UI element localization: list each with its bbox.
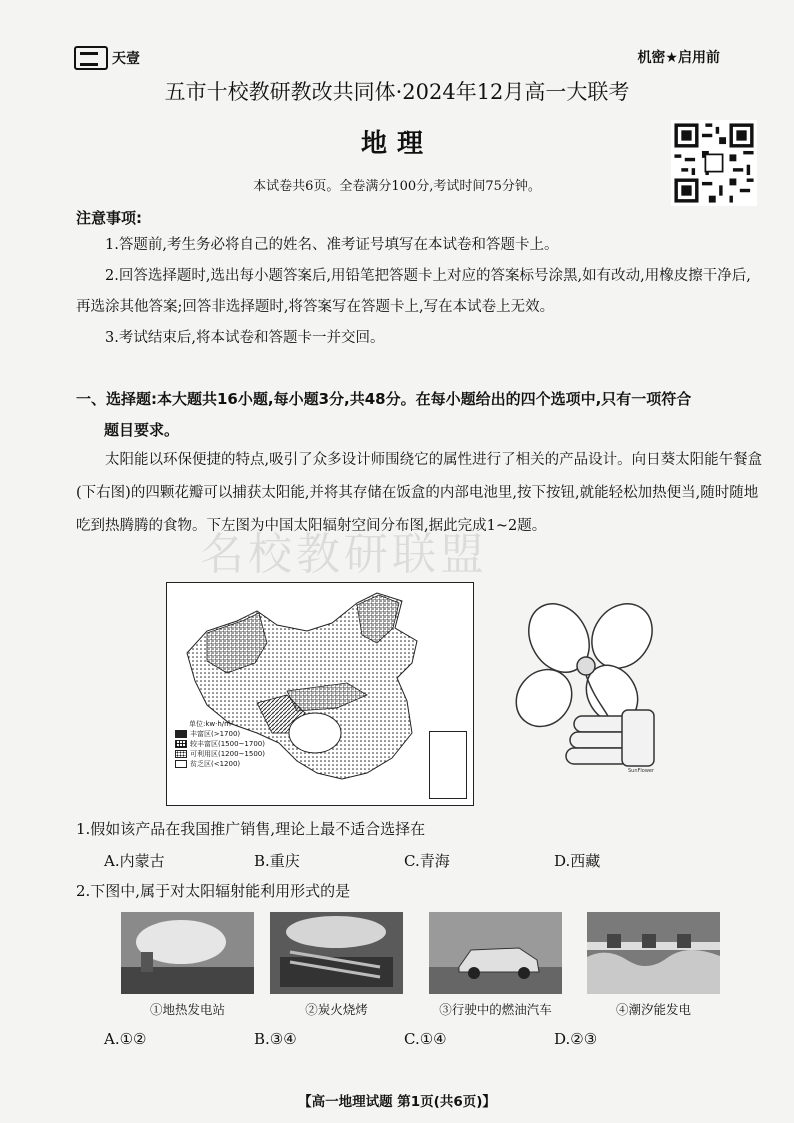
note-item-3: 3.考试结束后,将本试卷和答题卡一并交回。 [105, 330, 385, 346]
photo-caption-3: ③行驶中的燃油汽车 [439, 1002, 552, 1017]
china-solar-radiation-map [166, 582, 474, 806]
legend-row [175, 749, 265, 759]
q2-option-a[interactable]: A.①② [104, 1030, 147, 1048]
q2-option-d[interactable]: D.②③ [554, 1030, 598, 1048]
exam-info: 本试卷共6页。全卷满分100分,考试时间75分钟。 [253, 179, 541, 194]
question-2-options [104, 1030, 704, 1048]
legend-label: 丰富区(>1700) [190, 730, 241, 738]
page-footer: 【高一地理试题 第1页(共6页)】 [298, 1094, 496, 1110]
question-1-options [104, 850, 704, 871]
photo-geothermal-plant [121, 912, 254, 994]
section-heading-line2: 题目要求。 [104, 421, 180, 439]
subject-title: 地理 [360, 129, 433, 159]
photo-tidal-graphic [587, 912, 720, 994]
map-legend [175, 719, 265, 769]
legend-label: 可利用区(1200~1500) [190, 750, 265, 758]
photo-charcoal-bbq [270, 912, 403, 994]
watermark: 名校教研联盟 [200, 529, 488, 580]
question-2-stem: 2.下图中,属于对太阳辐射能利用形式的是 [76, 882, 351, 900]
legend-row [175, 759, 265, 769]
logo-text: 天壹 [112, 51, 140, 67]
publisher-logo [74, 46, 140, 70]
q1-option-a[interactable]: A.内蒙古 [104, 852, 165, 870]
photo-geothermal-graphic [121, 912, 254, 994]
secret-label: 机密★启用前 [637, 50, 720, 66]
notes-title: 注意事项: [76, 209, 142, 227]
photo-tidal-power [587, 912, 720, 994]
sunflower-lunchbox-image [504, 598, 662, 774]
photo-caption-2: ②炭火烧烤 [305, 1002, 368, 1017]
photo-car-graphic [429, 912, 562, 994]
q2-option-b[interactable]: B.③④ [254, 1030, 297, 1048]
reading-passage: 太阳能以环保便捷的特点,吸引了众多设计师围绕它的属性进行了相关的产品设计。向日葵太阳能午餐盒(下右图)的四颗花瓣可以捕获太阳能,并将其存储在饭盒的内部电池里,按下按钮,就能轻松加热便当,随时随地吃到热腾腾的食物。下左图为中国太阳辐射空间分布图,据此完成1~2题。 [76, 452, 763, 534]
photo-caption-1: ①地热发电站 [149, 1002, 225, 1017]
q1-option-d[interactable]: D.西藏 [554, 852, 601, 870]
legend-row [175, 729, 265, 739]
legend-row [175, 739, 265, 749]
q1-option-c[interactable]: C.青海 [404, 852, 450, 870]
legend-label: 贫乏区(<1200) [190, 760, 241, 768]
qr-code-icon [671, 120, 757, 206]
product-label: SunFlower [628, 768, 655, 774]
q1-option-b[interactable]: B.重庆 [254, 852, 300, 870]
section-heading [76, 384, 766, 446]
logo-mark-icon [74, 46, 108, 70]
photo-fuel-car [429, 912, 562, 994]
legend-title: 单位:kw·h/m² [189, 720, 234, 728]
photo-bbq-graphic [270, 912, 403, 994]
photo-caption-4: ④潮汐能发电 [615, 1002, 691, 1017]
legend-swatch [175, 750, 187, 758]
section-heading-line1: 一、选择题:本大题共16小题,每小题3分,共48分。在每小题给出的四个选项中,只有一项符合 [76, 390, 692, 408]
question-1-stem: 1.假如该产品在我国推广销售,理论上最不适合选择在 [76, 820, 426, 838]
note-item-2: 2.回答选择题时,选出每小题答案后,用铅笔把答题卡上对应的答案标号涂黑,如有改动,用橡皮擦干净后,再选涂其他答案;回答非选择题时,将答案写在答题卡上,写在本试卷上无效。 [76, 268, 751, 315]
china-map-graphic [167, 583, 473, 805]
legend-swatch [175, 730, 187, 738]
exam-title: 五市十校教研教改共同体·2024年12月高一大联考 [164, 80, 630, 104]
legend-swatch [175, 760, 187, 768]
legend-swatch [175, 740, 187, 748]
q2-option-c[interactable]: C.①④ [404, 1030, 447, 1048]
legend-label: 较丰富区(1500~1700) [190, 740, 265, 748]
south-china-sea-inset [429, 731, 467, 799]
note-item-1: 1.答题前,考生务必将自己的姓名、准考证号填写在本试卷和答题卡上。 [105, 237, 559, 253]
